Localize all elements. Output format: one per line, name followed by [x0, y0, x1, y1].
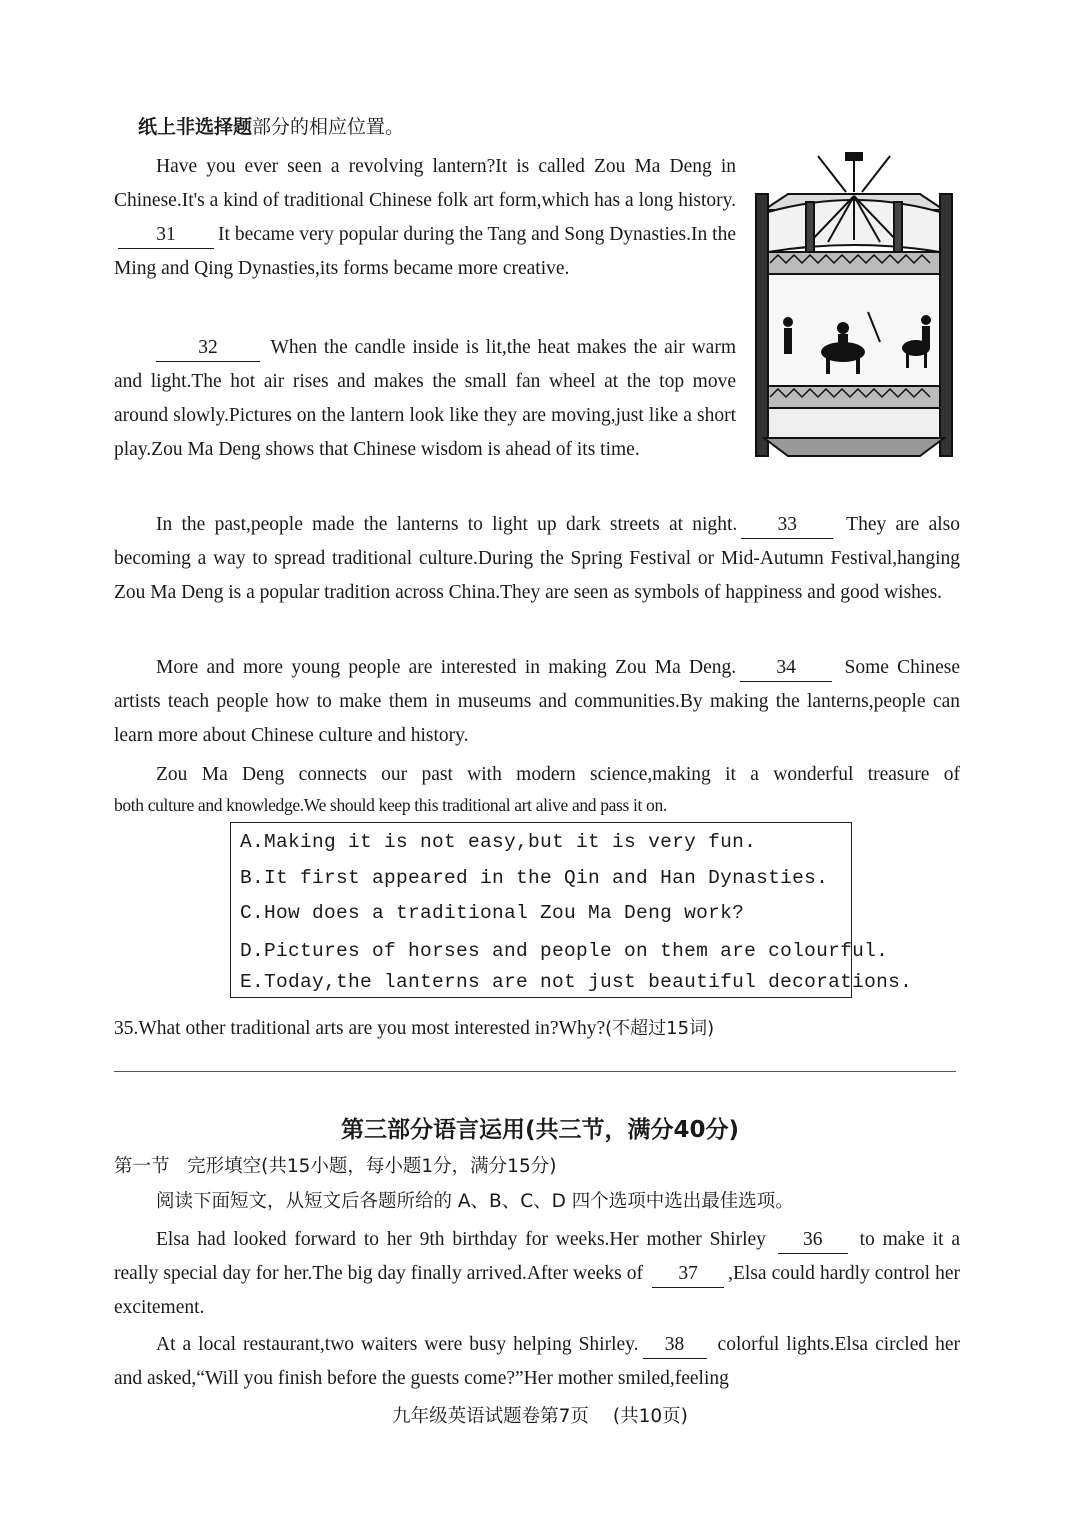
question-35-text: 35.What other traditional arts are you most interested in?Why?: [114, 1018, 606, 1039]
blank-34[interactable]: 34: [740, 655, 832, 682]
section-3-title: 第三部分语言运用(共三节，满分40分): [340, 1117, 740, 1143]
passage-a-paragraph-5: [114, 758, 960, 792]
option-a[interactable]: A.Making it is not easy,but it is very fun.: [240, 831, 757, 853]
blank-36[interactable]: 36: [778, 1227, 848, 1254]
instruction-text: 阅读下面短文，从短文后各题所给的 A、B、C、D 四个选项中选出最佳选项。: [156, 1191, 794, 1212]
paragraph-text: Have you ever seen a revolving lantern?It is called Zou Ma Deng in Chinese.It's a kind of traditional Chinese folk art form,which has a long history.: [114, 156, 736, 211]
option-b[interactable]: B.It first appeared in the Qin and Han Dynasties.: [240, 867, 829, 889]
paragraph-text: It became very popular during the Tang and Song Dynasties.In the Ming and Qing Dynasties,its forms became more creative.: [114, 224, 736, 279]
paragraph-text: Elsa had looked forward to her 9th birthday for weeks.Her mother Shirley: [156, 1229, 766, 1250]
paragraph-text: colorful lights.Elsa circled her and asked,“Will you finish before the guests come?”Her mother smiled,feeling: [114, 1334, 961, 1389]
footer-page-number: 九年级英语试题卷第7页: [392, 1406, 589, 1427]
question-35: [114, 1014, 714, 1044]
passage-a-paragraph-2: [114, 331, 736, 467]
paragraph-text: They are also becoming a way to spread traditional culture.During the Spring Festival or Mid-Autumn Festival,hanging Zou Ma Deng is a popular tradition across China.They are seen as symbols of happiness and good wishes.: [114, 514, 960, 603]
header-rest-text: 部分的相应位置。: [252, 116, 405, 138]
option-e[interactable]: E.Today,the lanterns are not just beautiful decorations.: [240, 971, 913, 993]
blank-33[interactable]: 33: [741, 512, 833, 539]
blank-32[interactable]: 32: [156, 335, 260, 362]
passage-a-paragraph-4: [114, 651, 960, 753]
paragraph-text: More and more young people are interested in making Zou Ma Deng.: [156, 657, 737, 678]
blank-37[interactable]: 37: [652, 1261, 724, 1288]
lantern-illustration: [748, 152, 960, 464]
paragraph-text: At a local restaurant,two waiters were busy helping Shirley.: [156, 1334, 639, 1355]
paragraph-text: both culture and knowledge.We should keep this traditional art alive and pass it on.: [114, 795, 667, 815]
paragraph-text: Zou Ma Deng connects our past with modern science,making it a wonderful treasure of: [156, 764, 960, 785]
passage-b-paragraph-1: [114, 1223, 960, 1325]
subsection-title: 第一节 完形填空(共15小题，每小题1分，满分15分): [114, 1156, 557, 1177]
page-footer: [0, 1402, 1080, 1432]
question-35-note: (不超过15词): [605, 1018, 715, 1039]
paragraph-text: Some Chinese artists teach people how to make them in museums and communities.By making the lanterns,people can learn more about Chinese culture and history.: [114, 657, 961, 746]
blank-38[interactable]: 38: [643, 1332, 707, 1359]
paragraph-text: In the past,people made the lanterns to light up dark streets at night.: [156, 514, 738, 535]
option-d[interactable]: D.Pictures of horses and people on them are colourful.: [240, 940, 889, 962]
header-line: [138, 112, 404, 142]
options-box: [230, 822, 913, 998]
passage-a-paragraph-1: [114, 150, 736, 286]
passage-b-paragraph-2: [114, 1328, 960, 1396]
passage-a-paragraph-3: [114, 508, 960, 610]
passage-a-paragraph-5-line-2: [114, 792, 960, 818]
footer-total-pages: (共10页): [612, 1406, 688, 1427]
answer-line[interactable]: [114, 1071, 956, 1072]
option-c[interactable]: C.How does a traditional Zou Ma Deng work?: [240, 902, 745, 924]
blank-31[interactable]: 31: [118, 222, 214, 249]
paragraph-text: ,Elsa could hardly control her excitement.: [114, 1263, 960, 1318]
header-bold-text: 纸上非选择题: [138, 116, 253, 138]
paragraph-text: When the candle inside is lit,the heat makes the air warm and light.The hot air rises and makes the small fan wheel at the top move around slowly.Pictures on the lantern look like they are moving,just like a short play.Zou Ma Deng shows that Chinese wisdom is ahead of its time.: [114, 337, 736, 460]
paragraph-text: to make it a really special day for her.The big day finally arrived.After weeks of: [114, 1229, 961, 1284]
